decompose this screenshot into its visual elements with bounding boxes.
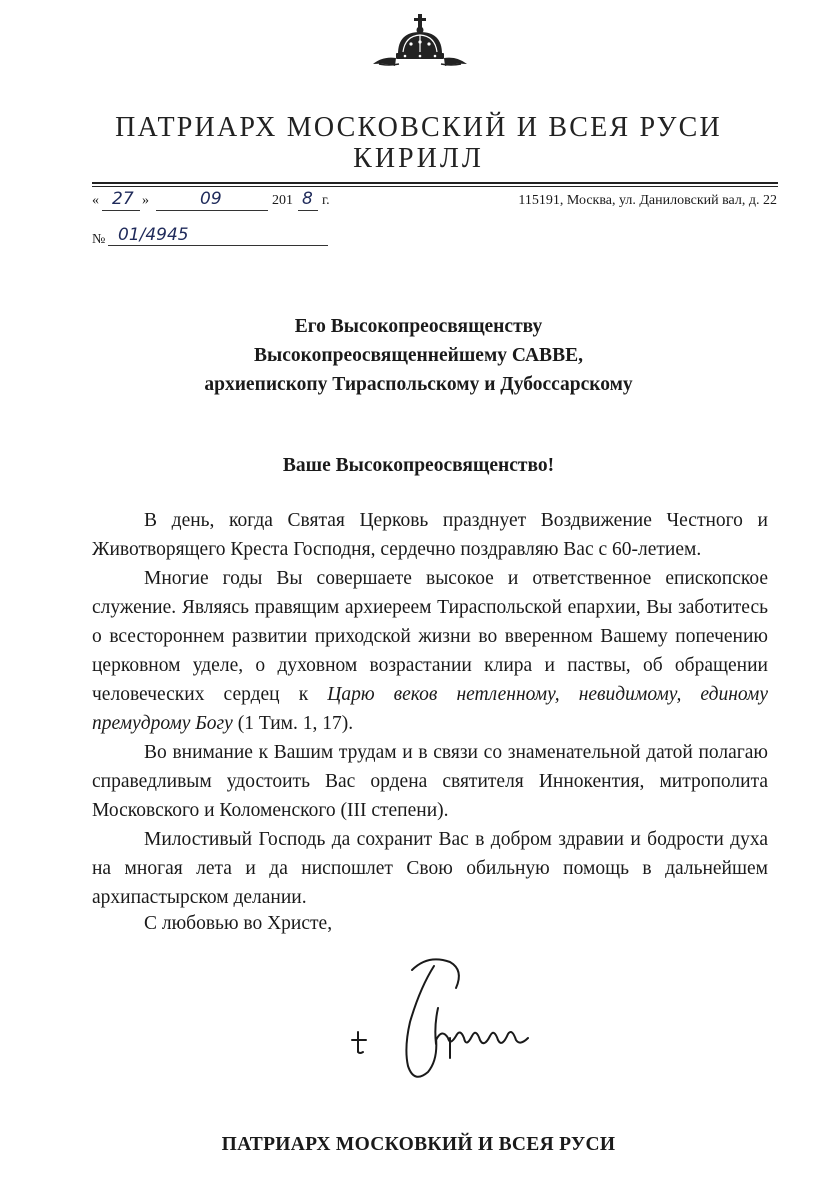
scripture-reference: (1 Тим. 1, 17). <box>232 713 354 734</box>
paragraph-4: Милостивый Господь да сохранит Вас в добром здравии и бодрости духа на многая лета и да ниспошлет Свою обильную помощь в дальнейшем архипастырском делании. <box>92 829 768 908</box>
handwritten-signature-icon <box>338 948 538 1088</box>
scripture-quote: Царю веков нетленному, невидимому, единому премудрому Богу <box>92 684 768 734</box>
date-month: 09 <box>200 189 222 209</box>
letterhead-title: ПАТРИАРХ МОСКОВСКИЙ И ВСЕЯ РУСИ <box>115 112 722 143</box>
letterhead-rule-thin <box>92 186 778 187</box>
closing-phrase: С любовью во Христе, <box>144 913 333 934</box>
letter-body <box>92 506 768 912</box>
addressee-line-2: Высокопреосвященнейшему САВВЕ, <box>254 345 583 366</box>
date-year-suffix: г. <box>322 193 330 208</box>
patriarchal-crown-crest-icon <box>365 14 475 70</box>
date-close-quote: » <box>142 193 149 208</box>
paragraph-3: Во внимание к Вашим трудам и в связи со знаменательной датой полагаю справедливым удостоить Вас ордена святителя Иннокентия, митрополита Московского и Коломенского (III степени). <box>92 742 768 821</box>
date-year-fill: 8 <box>302 189 313 209</box>
paragraph-1: В день, когда Святая Церковь празднует Воздвижение Честного и Животворящего Креста Господня, сердечно поздравляю Вас с 60-летием. <box>92 510 768 560</box>
letterhead-rule-thick <box>92 182 778 184</box>
footer-title: ПАТРИАРХ МОСКОВКИЙ И ВСЕЯ РУСИ <box>221 1134 616 1155</box>
date-open-quote: « <box>92 193 99 208</box>
number-label: № <box>92 232 106 247</box>
letterhead-name: КИРИЛЛ <box>353 143 484 174</box>
addressee-line-3: архиепископу Тираспольскому и Дубоссарскому <box>204 374 633 395</box>
addressee-line-1: Его Высокопреосвященству <box>294 316 543 337</box>
date-day: 27 <box>112 189 134 209</box>
paragraph-2-text: Многие годы Вы совершаете высокое и ответственное епископское служение. Являясь правящим архиереем Тираспольской епархии, Вы заботитесь о всестороннем развитии приходской жизни во вверенном Вашему попечению церковном уделе, о духовном возрастании клира и паствы, об обращении человеческих сердец к <box>92 568 768 705</box>
document-number: 01/4945 <box>118 225 189 245</box>
date-year-prefix: 201 <box>272 193 293 208</box>
sender-address: 115191, Москва, ул. Даниловский вал, д. 22 <box>518 193 777 208</box>
salutation: Ваше Высокопреосвященство! <box>282 455 555 476</box>
paragraph-2 <box>92 564 768 738</box>
